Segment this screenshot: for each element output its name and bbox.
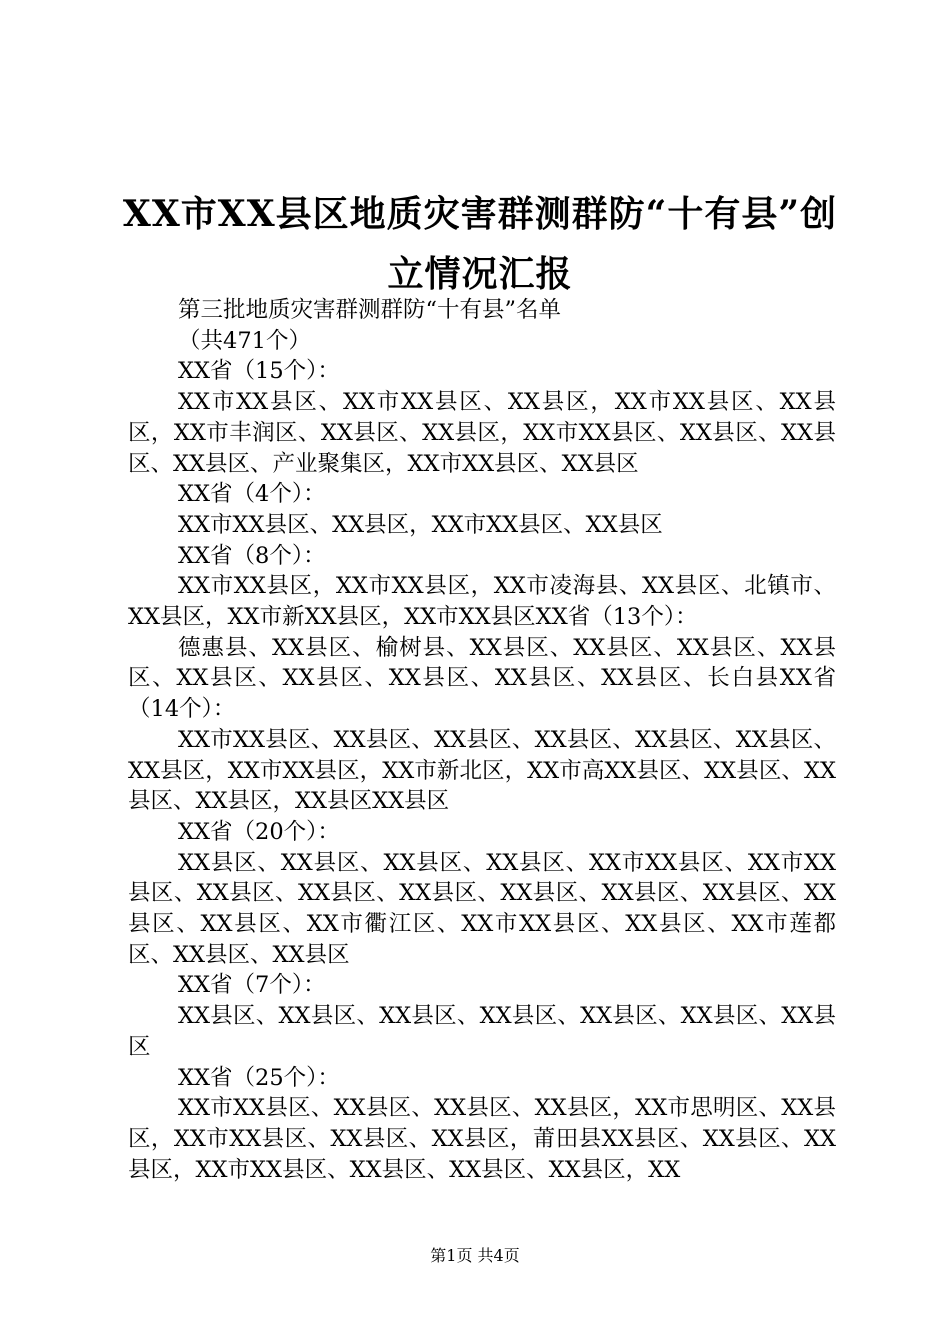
document-body [128, 295, 836, 1185]
paragraph-county-list: XX市XX县区、XX市XX县区、XX县区，XX市XX县区、XX县区，XX市丰润区、XX县区、XX县区，XX市XX县区、XX县区、XX县区、XX县区、产业聚集区，XX市XX县区、XX县区 [128, 389, 836, 477]
page-footer: 第1页 共4页 [430, 1246, 520, 1265]
paragraph-list-heading: 第三批地质灾害群测群防“十有县”名单 [178, 297, 562, 323]
paragraph-total-count: （共471个） [178, 327, 311, 354]
paragraph-county-list: XX市XX县区、XX县区，XX市XX县区、XX县区 [178, 511, 663, 538]
paragraph-province-heading: XX省（20个）： [178, 818, 340, 845]
paragraph-county-list: 德惠县、XX县区、榆树县、XX县区、XX县区、XX县区、XX县区、XX县区、XX县区、XX县区、XX县区、XX县区、长白县XX省（14个）： [128, 634, 836, 723]
document-title-line-1: XX市XX县区地质灾害群测群防“十有县”创 [122, 193, 838, 235]
document-title-line-2: 立情况汇报 [387, 253, 573, 295]
paragraph-province-heading: XX省（4个）： [178, 481, 326, 508]
paragraph-province-heading: XX省（7个）： [178, 972, 326, 999]
paragraph-county-list: XX市XX县区、XX县区、XX县区、XX县区，XX市思明区、XX县区，XX市XX县区、XX县区、XX县区，莆田县XX县区、XX县区、XX县区，XX市XX县区、XX县区、XX县区、XX县区，XX [128, 1095, 836, 1183]
paragraph-county-list: XX市XX县区，XX市XX县区，XX市凌海县、XX县区、北镇市、XX县区，XX市新XX县区，XX市XX县区XX省（13个）： [128, 573, 836, 631]
paragraph-province-heading: XX省（8个）： [178, 542, 326, 569]
paragraph-province-heading: XX省（15个）： [178, 358, 340, 385]
paragraph-county-list: XX市XX县区、XX县区、XX县区、XX县区、XX县区、XX县区、XX县区，XX市XX县区，XX市新北区，XX市高XX县区、XX县区、XX县区、XX县区，XX县区XX县区 [128, 726, 836, 815]
paragraph-county-list: XX县区、XX县区、XX县区、XX县区、XX市XX县区、XX市XX县区、XX县区、XX县区、XX县区、XX县区、XX县区、XX县区、XX县区、XX县区、XX市衢江区、XX市XX县区、XX县区、XX市莲都区、XX县区、XX县区 [128, 849, 836, 968]
paragraph-county-list: XX县区、XX县区、XX县区、XX县区、XX县区、XX县区、XX县区 [128, 1003, 836, 1060]
paragraph-province-heading: XX省（25个）： [178, 1064, 340, 1091]
